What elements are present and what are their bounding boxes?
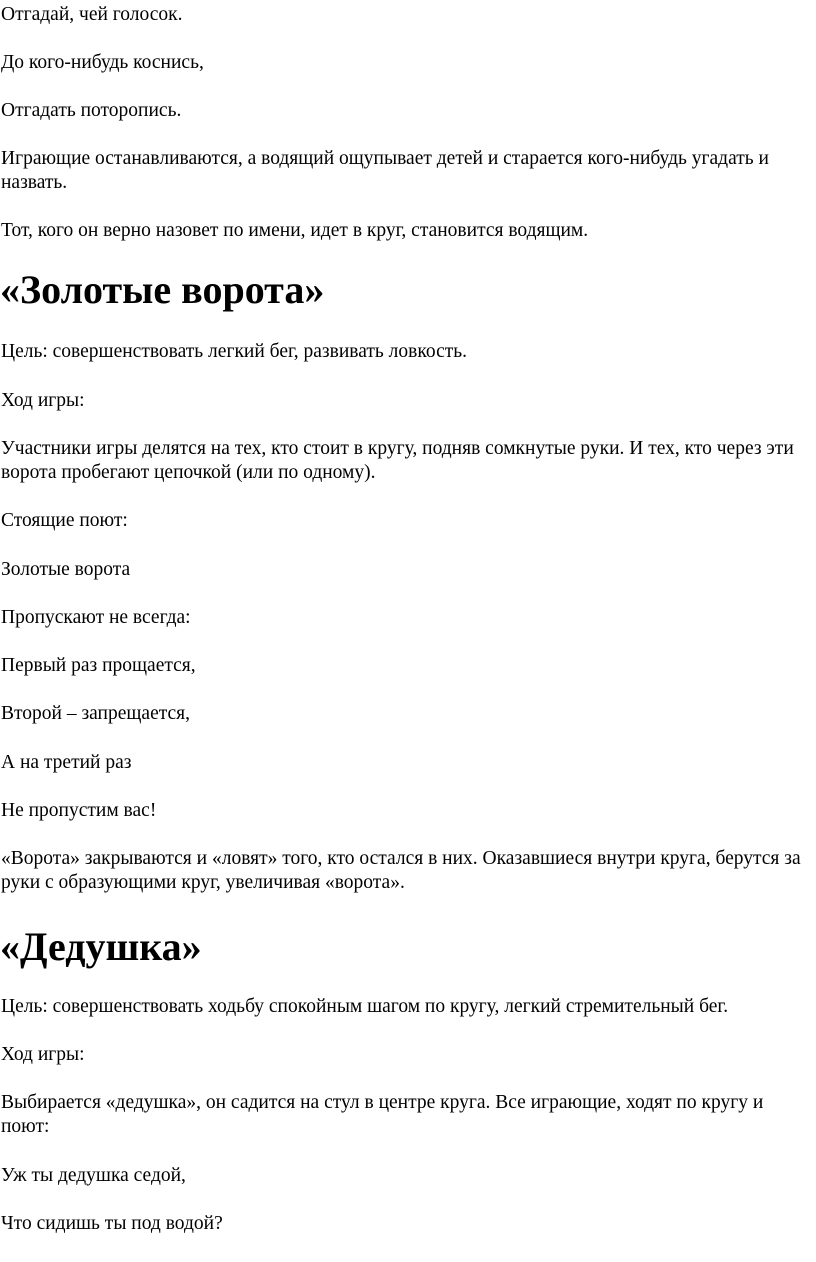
paragraph: Уж ты дедушка седой,: [1, 1165, 186, 1186]
paragraph: Цель: совершенствовать легкий бег, развивать ловкость.: [1, 341, 468, 362]
section-heading-golden-gates: «Золотые ворота»: [0, 267, 325, 312]
paragraph: Тот, кого он верно назовет по имени, идет в круг, становится водящим.: [1, 220, 589, 241]
paragraph: Играющие останавливаются, а водящий ощупывает детей и старается кого-нибудь угадать и назвать.: [1, 148, 769, 193]
paragraph: Ход игры:: [1, 1044, 85, 1065]
paragraph: Ход игры:: [1, 390, 85, 411]
paragraph: Что сидишь ты под водой?: [1, 1213, 223, 1234]
paragraph: Отгадать поторопись.: [1, 100, 182, 121]
paragraph: «Ворота» закрываются и «ловят» того, кто остался в них. Оказавшиеся внутри круга, берутся за руки с образующими круг, увеличивая «ворота».: [1, 848, 801, 893]
section-heading-grandpa: «Дедушка»: [0, 924, 202, 969]
paragraph: Участники игры делятся на тех, кто стоит в кругу, подняв сомкнутые руки. И тех, кто через эти ворота пробегают цепочкой (или по одному).: [1, 438, 794, 483]
paragraph: Пропускают не всегда:: [1, 607, 191, 628]
paragraph: Отгадай, чей голосок.: [1, 4, 183, 25]
paragraph: А на третий раз: [1, 752, 132, 773]
paragraph: Стоящие поют:: [1, 510, 128, 531]
paragraph: Золотые ворота: [1, 559, 131, 580]
paragraph: Не пропустим вас!: [1, 800, 157, 821]
paragraph: Второй – запрещается,: [1, 703, 190, 724]
paragraph: Первый раз прощается,: [1, 655, 196, 676]
paragraph: Цель: совершенствовать ходьбу спокойным шагом по кругу, легкий стремительный бег.: [1, 996, 729, 1017]
paragraph: До кого-нибудь коснись,: [1, 52, 204, 73]
paragraph: Выбирается «дедушка», он садится на стул в центре круга. Все играющие, ходят по кругу и поют:: [1, 1092, 764, 1137]
